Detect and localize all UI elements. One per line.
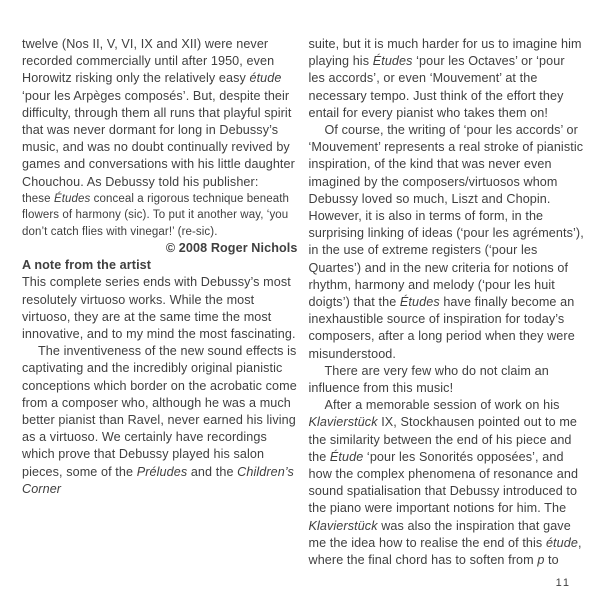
text-run: © 2008 Roger Nichols: [165, 241, 298, 256]
italic-text-run: Children’s Corner: [22, 464, 294, 496]
text-run: and the: [187, 464, 238, 479]
text-run: ‘pour les Arpèges composés’. But, despite their difficulty, through them all runs that playful spirit that was never dormant for long in Debussy’s music, and was no doubt continually revived by games and conversations with his little daughter Chouchou. As Debussy told his publisher:: [22, 88, 295, 189]
italic-text-run: Étude: [329, 449, 364, 464]
text-run: ‘pour les Sonorités opposées’, and how the complex phenomena of resonance and sound spatialisation that Debussy introduced to the piano were important notions for him. The: [308, 449, 579, 516]
italic-text-run: Études: [53, 192, 91, 205]
text-run: these: [22, 192, 54, 205]
italic-text-run: Klavierstück: [308, 415, 378, 430]
italic-text-run: étude: [249, 71, 282, 86]
text-run: suite, but it is much harder for us to imagine him playing his: [308, 37, 582, 69]
text-run: was also the inspiration that gave me the idea how to realise the end of this: [308, 518, 571, 550]
paragraph-of-course: [309, 122, 585, 363]
paragraph-inventiveness: [22, 343, 298, 498]
italic-text-run: Préludes: [136, 464, 188, 479]
italic-text-run: Études: [399, 295, 440, 310]
paragraph-complete-series: [22, 274, 298, 343]
italic-text-run: Études: [372, 54, 413, 69]
text-run: A note from the artist: [22, 258, 152, 273]
italic-text-run: Klavierstück: [308, 518, 378, 533]
italic-text-run: étude: [545, 535, 578, 550]
text-run: IX, Stockhausen pointed out to me the similarity between the end of his piece and the: [308, 415, 578, 464]
text-run: After a memorable session of work on his: [324, 398, 560, 413]
page-number: 11: [555, 577, 571, 589]
paragraph-etudes-history: [22, 36, 298, 191]
paragraph-influence: [309, 363, 585, 397]
blockquote-debussy: [22, 191, 298, 240]
copyright-credit: [22, 240, 298, 257]
text-run: to: [544, 553, 559, 568]
paragraph-stockhausen: [309, 397, 585, 569]
left-column: [22, 36, 298, 569]
paragraph-suite: [309, 36, 585, 122]
text-run: have finally become an inexhaustible source of inspiration for today’s composers, after a long period when they were misunderstood.: [308, 295, 575, 361]
section-heading-artist-note: [22, 257, 298, 274]
text-run: There are very few who do not claim an influence from this music!: [308, 363, 549, 396]
right-column: [309, 36, 585, 569]
text-run: Of course, the writing of ‘pour les accords’ or ‘Mouvement’ represents a real stroke of pianistic inspiration, of the kind that was never even imagined by the composers/virtuosos whom Debussy loved so much, Liszt and Chopin. However, it is also in terms of form, in the surprising linking of ideas (‘pour les agréments’), in the use of extreme registers (‘pour les Quartes’) and in the new criteria for notions of rhythm, harmony and melody (‘pour les huit doigts’) that the: [308, 123, 584, 310]
italic-text-run: p: [537, 553, 545, 568]
text-run: ‘pour les Octaves’ or ‘pour les accords’, or even ‘Mouvement’ at the necessary tempo. Just think of the effort they entail for every pianist who takes them on!: [308, 54, 565, 120]
text-run: conceal a rigorous technique beneath flowers of harmony (sic). To put it another way, ‘you don’t catch flies with vinegar!’ (re-sic).: [22, 192, 290, 238]
text-run: twelve (Nos II, V, VI, IX and XII) were never recorded commercially until after 1950, even Horowitz risking only the relatively easy: [22, 37, 275, 86]
text-run: This complete series ends with Debussy’s most resolutely virtuoso works. While the most virtuoso, they are at the same time the most innovative, and to my mind the most fascinating.: [22, 275, 296, 342]
text-run: The inventiveness of the new sound effects is captivating and the incredibly original pianistic conceptions which border on the acrobatic come from a composer who, although he was a much better pianist than Ravel, never earned his living as a virtuoso. We certainly have recordings which prove that Debussy played his salon pieces, some of the: [22, 344, 297, 479]
text-run: , where the final chord has to soften from: [308, 535, 582, 568]
